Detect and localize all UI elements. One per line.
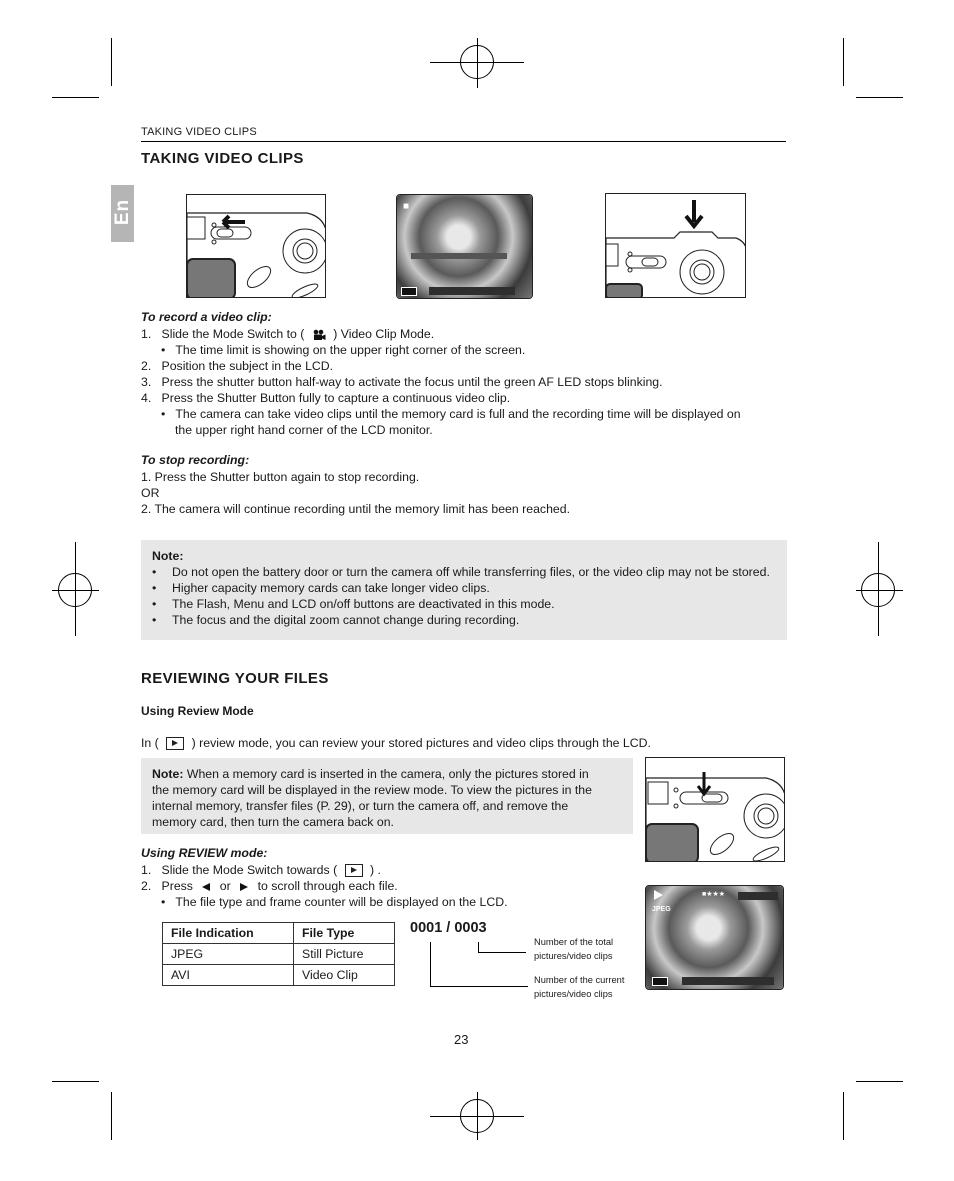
photo-children bbox=[646, 886, 784, 990]
registration-mark bbox=[75, 542, 76, 636]
step-4 bbox=[141, 390, 510, 406]
table-cell: AVI bbox=[163, 965, 294, 986]
lcd-status-bar bbox=[411, 253, 507, 259]
frame-counter: 0001 / 0003 bbox=[410, 920, 487, 936]
review-note-line: the memory card will be displayed in the review mode. To view the pictures in the bbox=[152, 783, 592, 797]
quality-stars-icon: ■★★★ bbox=[702, 891, 726, 898]
registration-mark bbox=[477, 1092, 478, 1140]
file-type-table bbox=[162, 922, 395, 986]
note-item-text: Higher capacity memory cards can take longer video clips. bbox=[172, 581, 490, 595]
header-rule bbox=[141, 141, 786, 142]
camera-back-icon bbox=[187, 195, 326, 298]
label-line: Number of the total bbox=[534, 937, 614, 947]
section-title-taking-video: TAKING VIDEO CLIPS bbox=[141, 150, 304, 167]
play-icon bbox=[166, 737, 184, 750]
current-label bbox=[534, 973, 624, 1001]
bullet: • bbox=[152, 565, 157, 579]
crop-mark bbox=[111, 38, 112, 86]
note-item-text: The Flash, Menu and LCD on/off buttons are deactivated in this mode. bbox=[172, 597, 555, 611]
section-title-reviewing: REVIEWING YOUR FILES bbox=[141, 670, 329, 687]
step-text: Press the shutter button half-way to activate the focus until the green AF LED stops blinking. bbox=[161, 375, 663, 389]
label-line: Number of the current bbox=[534, 975, 625, 985]
camera-top-icon bbox=[606, 194, 746, 298]
bullet: • bbox=[152, 597, 157, 611]
left-arrow-icon bbox=[202, 883, 210, 891]
table-header-row bbox=[163, 923, 395, 944]
step-2 bbox=[141, 358, 333, 374]
play-icon bbox=[345, 864, 363, 877]
crop-mark bbox=[843, 1092, 844, 1140]
note-item bbox=[152, 564, 770, 580]
note-text: When a memory card is inserted in the camera, only the pictures stored in bbox=[183, 767, 589, 781]
page-number: 23 bbox=[454, 1032, 469, 1047]
callout-line bbox=[430, 942, 431, 986]
crop-mark bbox=[52, 1081, 99, 1082]
step-text: Press bbox=[161, 879, 193, 893]
intro-text: ) review mode, you can review your stored pictures and video clips through the LCD. bbox=[191, 736, 651, 750]
bullet: • bbox=[161, 895, 166, 909]
bullet-text: The camera can take video clips until the memory card is full and the recording time will be displayed on bbox=[175, 407, 741, 421]
step-3 bbox=[141, 374, 663, 390]
running-header: TAKING VIDEO CLIPS bbox=[141, 126, 257, 138]
bullet: • bbox=[152, 581, 157, 595]
photo-children bbox=[397, 195, 533, 299]
review-step-1 bbox=[141, 862, 381, 878]
battery-icon bbox=[401, 287, 417, 296]
bullet-text: The time limit is showing on the upper right corner of the screen. bbox=[175, 343, 526, 357]
bullet: • bbox=[161, 407, 166, 421]
bullet: • bbox=[152, 613, 157, 627]
review-note-line: internal memory, transfer files (P. 29), or turn the camera off, and remove the bbox=[152, 799, 569, 813]
video-mode-icon: ■ bbox=[403, 201, 410, 212]
note-label: Note: bbox=[152, 767, 184, 781]
crop-mark bbox=[843, 38, 844, 86]
step-4-bullet-cont: the upper right hand corner of the LCD monitor. bbox=[175, 423, 433, 437]
note-item-text: The focus and the digital zoom cannot change during recording. bbox=[172, 613, 520, 627]
stop-line: OR bbox=[141, 486, 160, 500]
note-item bbox=[152, 580, 490, 596]
crop-mark bbox=[111, 1092, 112, 1140]
callout-line bbox=[478, 952, 526, 953]
table-cell: Video Clip bbox=[294, 965, 395, 986]
bullet-text: The file type and frame counter will be displayed on the LCD. bbox=[175, 895, 508, 909]
table-row bbox=[163, 965, 395, 986]
review-switch-illustration bbox=[645, 757, 785, 862]
note-item-text: Do not open the battery door or turn the camera off while transferring files, or the video clip may not be stored. bbox=[172, 565, 770, 579]
review-step-bullet bbox=[161, 894, 508, 910]
lcd-review-preview bbox=[645, 885, 784, 990]
stop-line: 2. The camera will continue recording until the memory limit has been reached. bbox=[141, 502, 571, 516]
step-text: ) . bbox=[370, 863, 381, 877]
step-text: Press the Shutter Button fully to capture a continuous video clip. bbox=[161, 391, 511, 405]
crop-mark bbox=[52, 97, 99, 98]
registration-mark bbox=[856, 590, 903, 591]
review-intro bbox=[141, 735, 651, 751]
label-line: pictures/video clips bbox=[534, 989, 613, 999]
table-cell: Still Picture bbox=[294, 944, 395, 965]
step-text: or bbox=[219, 879, 231, 893]
battery-icon bbox=[652, 977, 668, 986]
step-number: 1. bbox=[141, 327, 152, 341]
lcd-status-bar bbox=[429, 287, 515, 295]
step-number: 2. bbox=[141, 879, 152, 893]
crop-mark bbox=[856, 1081, 903, 1082]
total-label bbox=[534, 935, 613, 963]
note-label: Note: bbox=[152, 549, 184, 563]
camera-mode-switch-illustration bbox=[186, 194, 326, 298]
stop-line: 1. Press the Shutter button again to stop recording. bbox=[141, 470, 420, 484]
step-text: Slide the Mode Switch to ( bbox=[161, 327, 305, 341]
file-type-label: JPEG bbox=[652, 906, 671, 913]
video-clip-icon bbox=[312, 329, 326, 341]
note-item bbox=[152, 596, 555, 612]
step-1-bullet bbox=[161, 342, 525, 358]
step-text: to scroll through each file. bbox=[257, 879, 398, 893]
step-number: 1. bbox=[141, 863, 152, 877]
review-note-line: memory card, then turn the camera back on. bbox=[152, 815, 394, 829]
callout-line bbox=[430, 986, 528, 987]
stop-heading: To stop recording: bbox=[141, 453, 250, 467]
table-cell: JPEG bbox=[163, 944, 294, 965]
label-line: pictures/video clips bbox=[534, 951, 613, 961]
step-number: 3. bbox=[141, 375, 152, 389]
step-number: 4. bbox=[141, 391, 152, 405]
language-tab bbox=[111, 185, 134, 242]
record-heading: To record a video clip: bbox=[141, 310, 272, 324]
intro-text: In ( bbox=[141, 736, 159, 750]
review-subheading: Using Review Mode bbox=[141, 704, 254, 718]
step-4-bullet bbox=[161, 406, 741, 422]
lcd-status-bar bbox=[738, 892, 778, 900]
step-text: Slide the Mode Switch towards ( bbox=[161, 863, 338, 877]
lcd-status-bar bbox=[682, 977, 774, 985]
language-tab-label: En bbox=[112, 198, 133, 226]
bullet: • bbox=[161, 343, 166, 357]
step-1 bbox=[141, 326, 434, 342]
registration-mark bbox=[878, 542, 879, 636]
right-arrow-icon bbox=[240, 883, 248, 891]
step-number: 2. bbox=[141, 359, 152, 373]
review-step-2 bbox=[141, 878, 398, 894]
step-text: ) Video Clip Mode. bbox=[333, 327, 435, 341]
review-mode-heading: Using REVIEW mode: bbox=[141, 846, 268, 860]
table-header: File Indication bbox=[163, 923, 294, 944]
table-row bbox=[163, 944, 395, 965]
note-item bbox=[152, 612, 520, 628]
shutter-press-illustration bbox=[605, 193, 746, 298]
registration-mark bbox=[477, 38, 478, 88]
lcd-video-preview bbox=[396, 194, 533, 299]
step-text: Position the subject in the LCD. bbox=[161, 359, 334, 373]
review-note-line bbox=[152, 766, 589, 782]
callout-line bbox=[478, 942, 479, 952]
crop-mark bbox=[856, 97, 903, 98]
play-icon bbox=[654, 890, 663, 900]
camera-back-icon bbox=[646, 758, 785, 862]
table-header: File Type bbox=[294, 923, 395, 944]
